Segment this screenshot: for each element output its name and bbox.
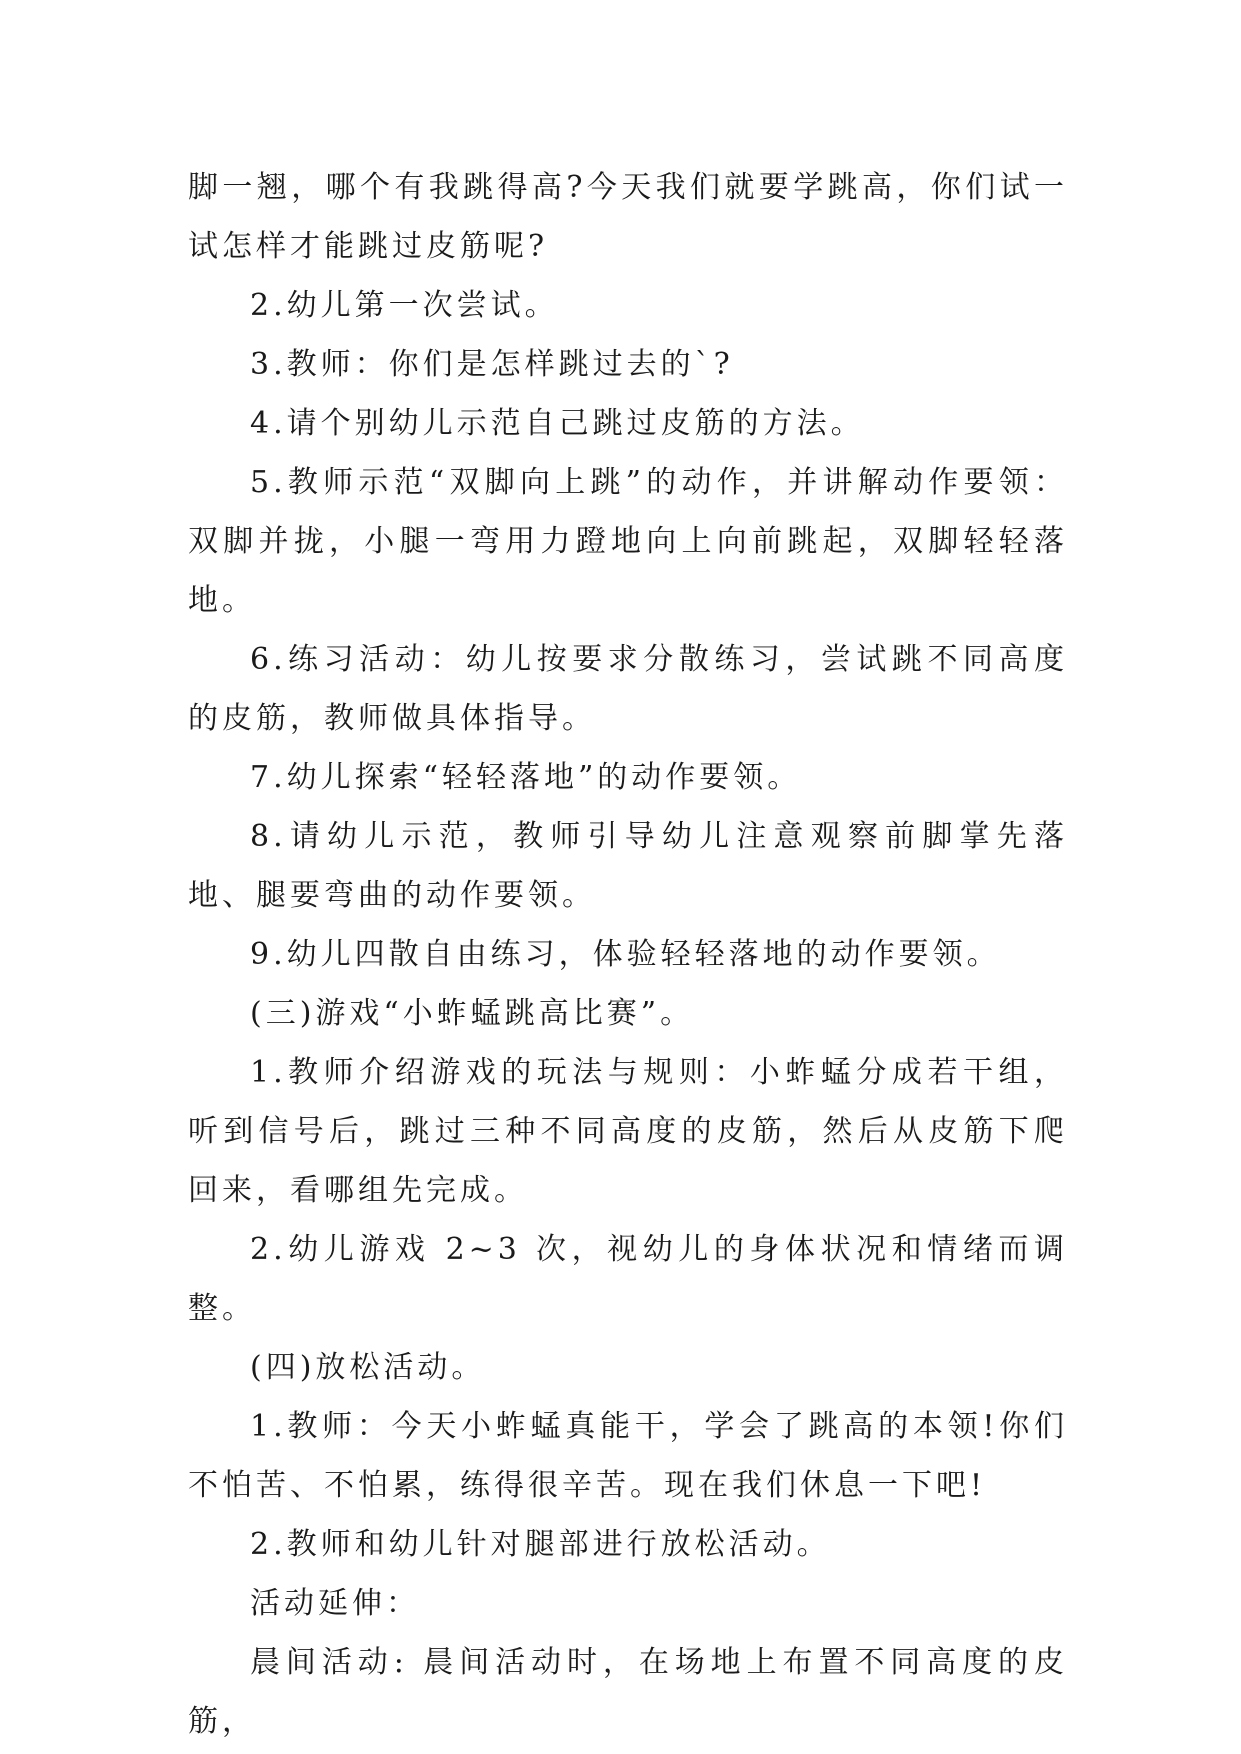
paragraph-step-5: 5.教师示范“双脚向上跳”的动作，并讲解动作要领：双脚并拢，小腿一弯用力蹬地向上向前跳起，双脚轻轻落地。 — [188, 465, 1068, 618]
paragraph-step-2: 2.幼儿第一次尝试。 — [250, 288, 559, 323]
paragraph-intro-continued: 脚一翘，哪个有我跳得高?今天我们就要学跳高，你们试一试怎样才能跳过皮筋呢? — [188, 170, 1068, 264]
section-heading-relax: (四)放松活动。 — [250, 1350, 486, 1385]
paragraph-relax-step-2: 2.教师和幼儿针对腿部进行放松活动。 — [250, 1527, 831, 1562]
paragraph-relax-step-1: 1.教师：今天小蚱蜢真能干，学会了跳高的本领!你们不怕苦、不怕累，练得很辛苦。现在我们休息一下吧! — [188, 1409, 1068, 1503]
paragraph-step-9: 9.幼儿四散自由练习，体验轻轻落地的动作要领。 — [250, 937, 1001, 972]
section-heading-game: (三)游戏“小蚱蜢跳高比赛”。 — [250, 996, 695, 1031]
paragraph-step-4: 4.请个别幼儿示范自己跳过皮筋的方法。 — [250, 406, 865, 441]
paragraph-step-7: 7.幼儿探索“轻轻落地”的动作要领。 — [250, 760, 802, 795]
paragraph-step-8: 8.请幼儿示范，教师引导幼儿注意观察前脚掌先落地、腿要弯曲的动作要领。 — [188, 819, 1068, 913]
paragraph-step-6: 6.练习活动：幼儿按要求分散练习，尝试跳不同高度的皮筋，教师做具体指导。 — [188, 642, 1068, 736]
document-body — [188, 158, 1068, 1751]
paragraph-step-3: 3.教师：你们是怎样跳过去的`? — [250, 347, 734, 382]
paragraph-extension: 晨间活动: 晨间活动时，在场地上布置不同高度的皮筋， — [188, 1645, 1068, 1739]
section-heading-extension: 活动延伸： — [250, 1586, 420, 1621]
paragraph-game-step-2: 2.幼儿游戏 2~3 次，视幼儿的身体状况和情绪而调整。 — [188, 1232, 1068, 1326]
paragraph-game-step-1: 1.教师介绍游戏的玩法与规则：小蚱蜢分成若干组，听到信号后，跳过三种不同高度的皮筋，然后从皮筋下爬回来，看哪组先完成。 — [188, 1055, 1068, 1208]
